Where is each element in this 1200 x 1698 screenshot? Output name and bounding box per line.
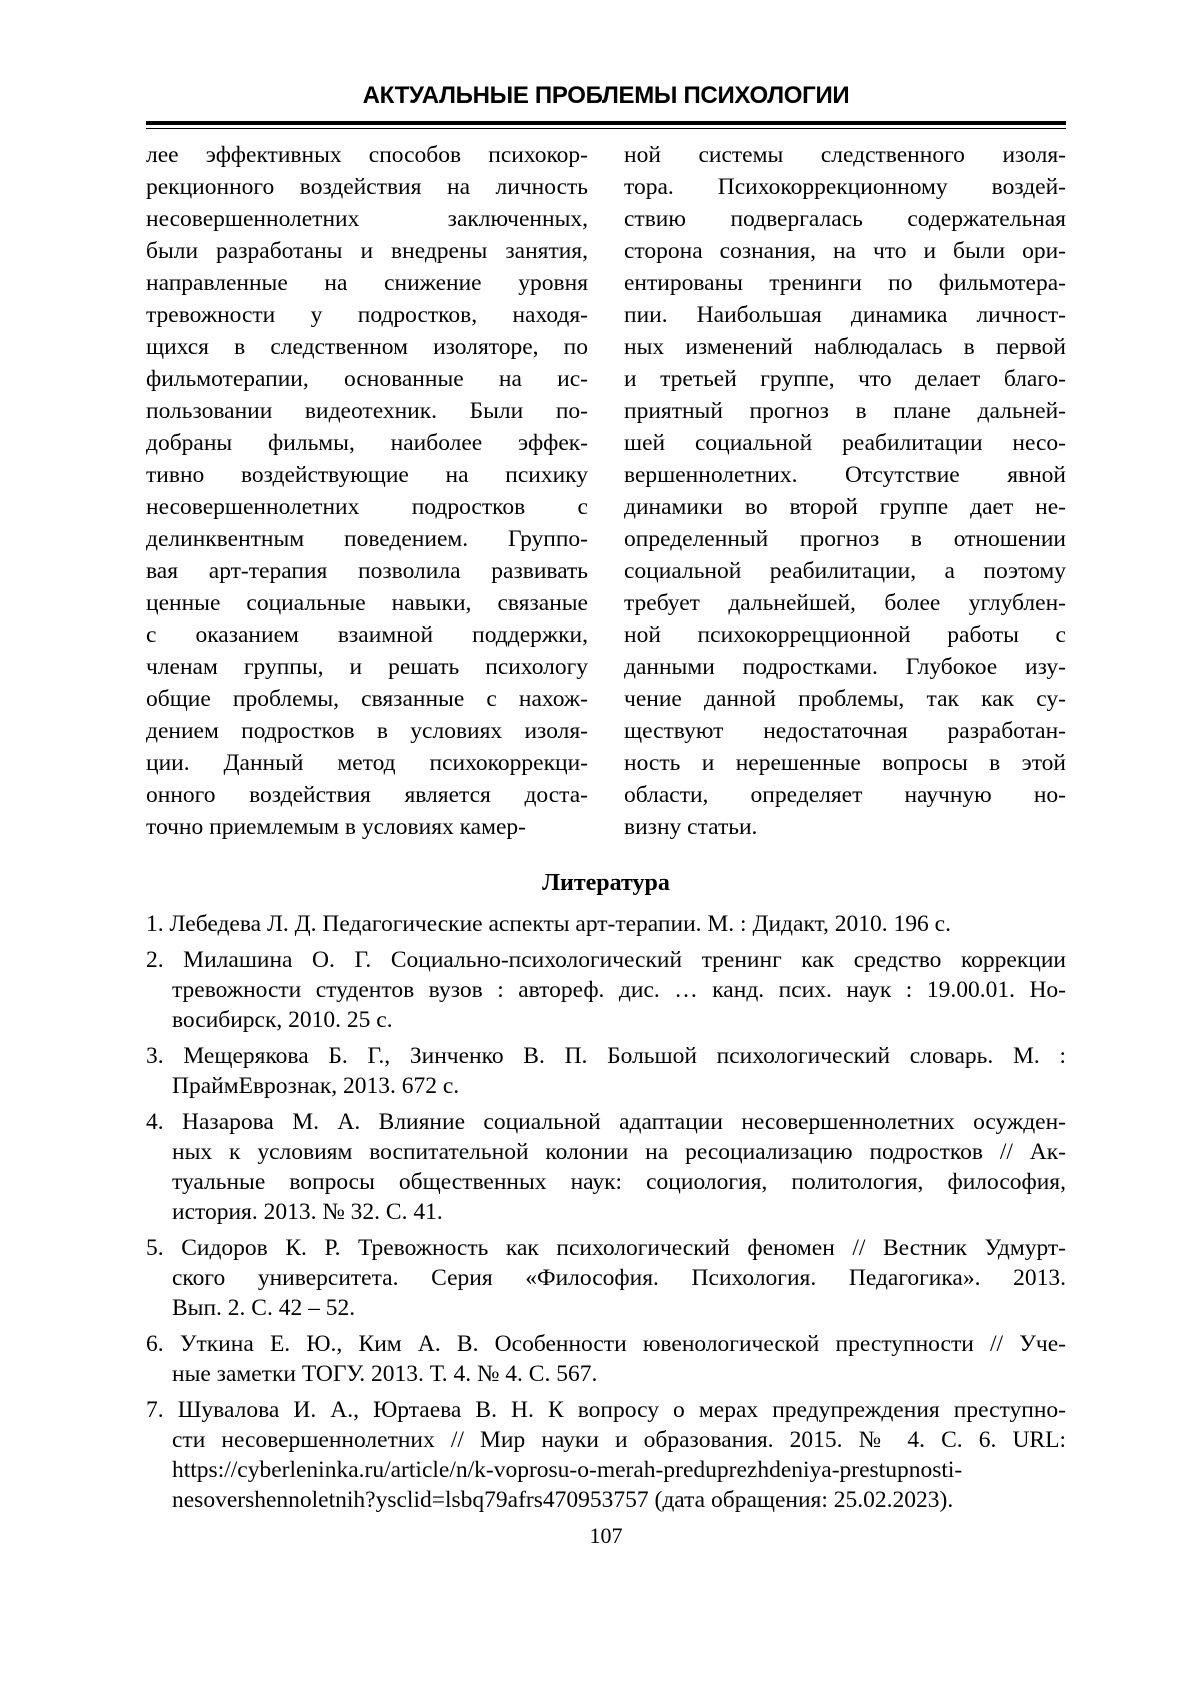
reference-item (146, 945, 1066, 1035)
column-line: сторона сознания, на что и были ори- (624, 238, 1066, 264)
left-column (146, 139, 588, 843)
column-line: динамики во второй группе дает не- (624, 494, 1066, 520)
column-line: рекционного воздействия на личность (146, 174, 588, 200)
column-line: ствию подвергалась содержательная (624, 206, 1066, 232)
reference-item (146, 1329, 1066, 1389)
column-line: пользовании видеотехник. Были по- (146, 398, 588, 424)
reference-line: 1. Лебедева Л. Д. Педагогические аспекты арт-терапии. М. : Дидакт, 2010. 196 с. (146, 911, 951, 937)
reference-line: туальные вопросы общественных наук: социология, политология, философия, (172, 1169, 1066, 1195)
column-line: щихся в следственном изоляторе, по (146, 334, 588, 360)
column-line: онного воздействия является доста- (146, 782, 588, 808)
column-line: тревожности у подростков, находя- (146, 302, 588, 328)
column-line: делинквентным поведением. Группо- (146, 526, 588, 552)
reference-line: ные заметки ТОГУ. 2013. Т. 4. № 4. С. 567. (172, 1361, 598, 1387)
reference-line: Вып. 2. С. 42 – 52. (172, 1295, 356, 1321)
column-line: визну статьи. (624, 814, 758, 840)
column-line: данными подростками. Глубокое изу- (624, 654, 1066, 680)
column-line: социальной реабилитации, а поэтому (624, 558, 1066, 584)
reference-item (146, 1041, 1066, 1101)
column-line: вершеннолетних. Отсутствие явной (624, 462, 1066, 488)
column-line: шей социальной реабилитации несо- (624, 430, 1066, 456)
reference-line: 4. Назарова М. А. Влияние социальной адаптации несовершеннолетних осужден- (146, 1109, 1066, 1135)
column-line: с оказанием взаимной поддержки, (146, 622, 588, 648)
reference-line: тревожности студентов вузов : автореф. дис. … канд. псих. наук : 19.00.01. Но- (172, 977, 1066, 1003)
reference-line: nesovershennoletnih?ysclid=lsbq79afrs470953757 (дата обращения: 25.02.2023). (172, 1487, 954, 1513)
column-line: были разработаны и внедрены занятия, (146, 238, 588, 264)
header-rule-thin (146, 128, 1066, 129)
reference-line: ПраймЕврознак, 2013. 672 с. (172, 1073, 460, 1099)
reference-item (146, 1233, 1066, 1323)
column-line: фильмотерапии, основанные на ис- (146, 366, 588, 392)
reference-item (146, 1395, 1066, 1515)
column-line: ценные социальные навыки, связаные (146, 590, 588, 616)
column-line: тивно воздействующие на психику (146, 462, 588, 488)
reference-line: https://cyberleninka.ru/article/n/k-voprosu-o-merah-preduprezhdeniya-prestupnosti- (172, 1457, 963, 1483)
reference-line: 3. Мещерякова Б. Г., Зинченко В. П. Большой психологический словарь. М. : (146, 1043, 1066, 1069)
column-line: пии. Наибольшая динамика личност- (624, 302, 1066, 328)
column-line: общие проблемы, связанные с нахож- (146, 686, 588, 712)
column-line: направленные на снижение уровня (146, 270, 588, 296)
column-line: дением подростков в условиях изоля- (146, 718, 588, 744)
column-line: добраны фильмы, наиболее эффек- (146, 430, 588, 456)
reference-line: восибирск, 2010. 25 с. (172, 1007, 393, 1033)
column-line: требует дальнейшей, более углублен- (624, 590, 1066, 616)
right-column (624, 139, 1066, 843)
column-line: ции. Данный метод психокоррекци- (146, 750, 588, 776)
column-line: ных изменений наблюдалась в первой (624, 334, 1066, 360)
page-number: 107 (589, 1523, 623, 1548)
column-line: приятный прогноз в плане дальней- (624, 398, 1066, 424)
reference-line: 6. Уткина Е. Ю., Ким А. В. Особенности ювенологической преступности // Уче- (146, 1331, 1066, 1357)
running-title: АКТУАЛЬНЫЕ ПРОБЛЕМЫ ПСИХОЛОГИИ (362, 82, 850, 109)
reference-line: ского университета. Серия «Философия. Психология. Педагогика». 2013. (172, 1265, 1066, 1291)
reference-line: ных к условиям воспитательной колонии на ресоциализацию подростков // Ак- (172, 1139, 1066, 1165)
column-line: чение данной проблемы, так как су- (624, 686, 1066, 712)
column-line: членам группы, и решать психологу (146, 654, 588, 680)
column-line: несовершеннолетних заключенных, (146, 206, 588, 232)
page (146, 80, 1066, 1551)
column-line: ществуют недостаточная разработан- (624, 718, 1066, 744)
column-line: области, определяет научную но- (624, 782, 1066, 808)
reference-item (146, 909, 1066, 939)
column-line: и третьей группе, что делает благо- (624, 366, 1066, 392)
column-line: ность и нерешенные вопросы в этой (624, 750, 1066, 776)
column-line: определенный прогноз в отношении (624, 526, 1066, 552)
body-columns (146, 139, 1066, 843)
reference-line: 7. Шувалова И. А., Юртаева В. Н. К вопросу о мерах предупреждения преступно- (146, 1397, 1066, 1423)
column-line: ной психокоррецционной работы с (624, 622, 1066, 648)
column-line: ентированы тренинги по фильмотера- (624, 270, 1066, 296)
references-title: Литература (542, 870, 670, 896)
reference-line: история. 2013. № 32. С. 41. (172, 1199, 443, 1225)
reference-line: 2. Милашина О. Г. Социально-психологический тренинг как средство коррекции (146, 947, 1066, 973)
references-list (146, 909, 1066, 1515)
column-line: вая арт-терапия позволила развивать (146, 558, 588, 584)
reference-line: сти несовершеннолетних // Мир науки и образования. 2015. № 4. С. 6. URL: (172, 1427, 1066, 1453)
column-line: лее эффективных способов психокор- (146, 142, 588, 168)
column-line: тора. Психокоррекционному воздей- (624, 174, 1066, 200)
column-line: несовершеннолетних подростков с (146, 494, 588, 520)
reference-line: 5. Сидоров К. Р. Тревожность как психологический феномен // Вестник Удмурт- (146, 1235, 1066, 1261)
reference-item (146, 1107, 1066, 1227)
column-line: ной системы следственного изоля- (624, 142, 1066, 168)
column-line: точно приемлемым в условиях камер- (146, 814, 526, 840)
header-rule-thick (146, 121, 1066, 125)
